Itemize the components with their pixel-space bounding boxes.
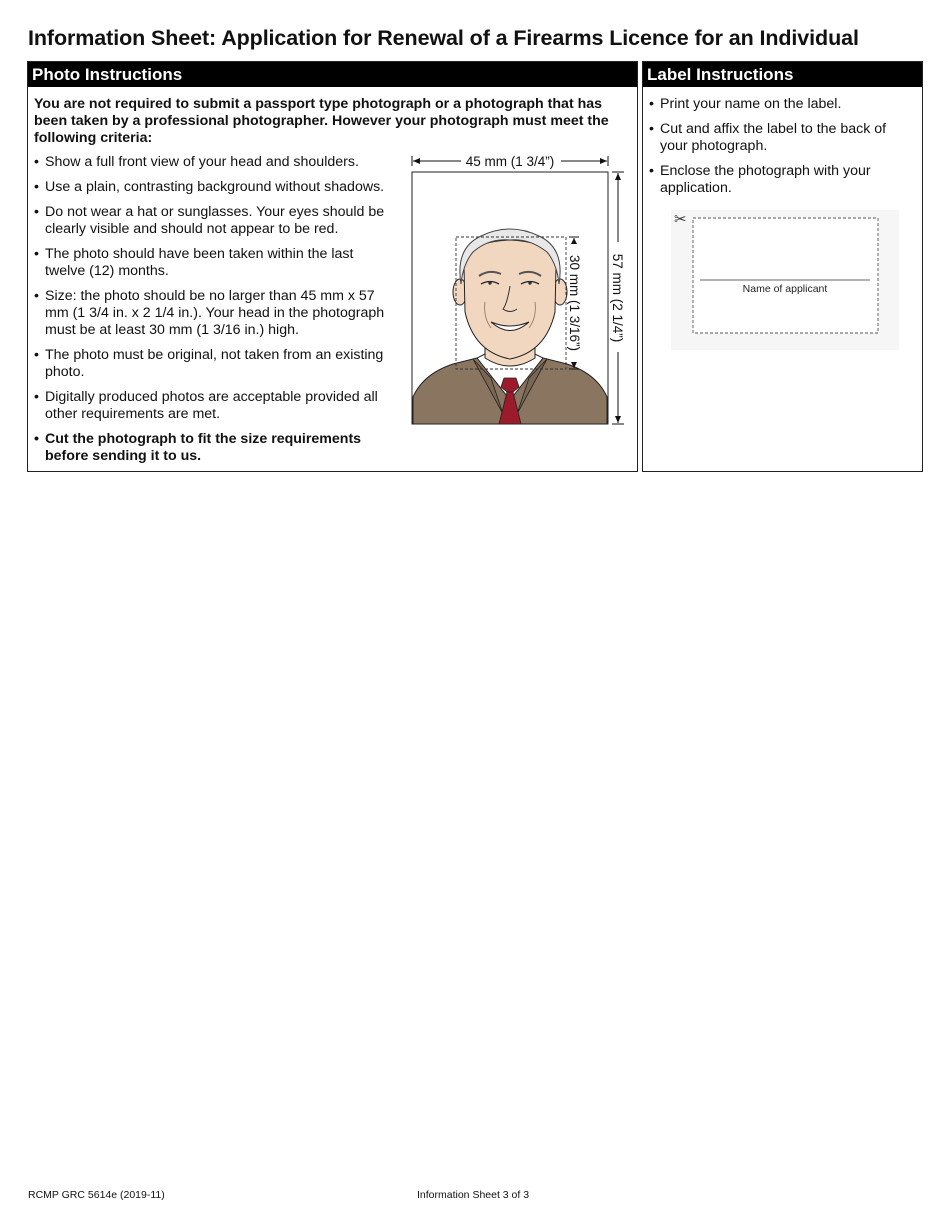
photo-intro-text: You are not required to submit a passport type photograph or a photograph that has been taken by a professional photographer. However your photograph must meet the following criteria: [34, 96, 609, 146]
head-height-label: 30 mm (1 3/16”) [567, 254, 582, 352]
height-label: 57 mm (2 1/4”) [610, 253, 625, 343]
photo-criteria-list [34, 154, 394, 473]
label-cut-border [693, 218, 878, 333]
label-instructions-panel [642, 61, 923, 472]
page-title: Information Sheet: Application for Renewal of a Firearms Licence for an Individual [28, 26, 859, 50]
label-instructions-header: Label Instructions [643, 62, 922, 87]
form-code: RCMP GRC 5614e (2019-11) [28, 1189, 165, 1201]
list-item: • Do not wear a hat or sunglasses. Your eyes should be clearly visible and should not appear to be red. [34, 204, 394, 238]
list-item: • The photo must be original, not taken from an existing photo. [34, 347, 394, 381]
list-item: • Enclose the photograph with your application. [649, 163, 917, 197]
label-steps-list [649, 96, 917, 205]
photo-instructions-panel [27, 61, 638, 472]
list-item: • Use a plain, contrasting background without shadows. [34, 179, 394, 196]
list-item: • Show a full front view of your head and shoulders. [34, 154, 394, 171]
list-item: • Cut and affix the label to the back of your photograph. [649, 121, 917, 155]
list-item: • Digitally produced photos are acceptable provided all other requirements are met. [34, 389, 394, 423]
list-item: • Size: the photo should be no larger than 45 mm x 57 mm (1 3/4 in. x 2 1/4 in.). Your head in the photograph must be at least 30 mm (1 3/16 in.) high. [34, 288, 394, 339]
name-label-cutout [671, 210, 899, 350]
name-of-applicant-caption: Name of applicant [742, 283, 828, 295]
list-item: • Print your name on the label. [649, 96, 917, 113]
page-number: Information Sheet 3 of 3 [417, 1189, 530, 1201]
scissors-icon: ✂ [674, 210, 687, 228]
photo-size-diagram [411, 152, 633, 427]
width-label: 45 mm (1 3/4”) [465, 154, 555, 169]
list-item: • The photo should have been taken within the last twelve (12) months. [34, 246, 394, 280]
list-item: • Cut the photograph to fit the size requirements before sending it to us. [34, 431, 394, 465]
photo-instructions-header: Photo Instructions [28, 62, 637, 87]
